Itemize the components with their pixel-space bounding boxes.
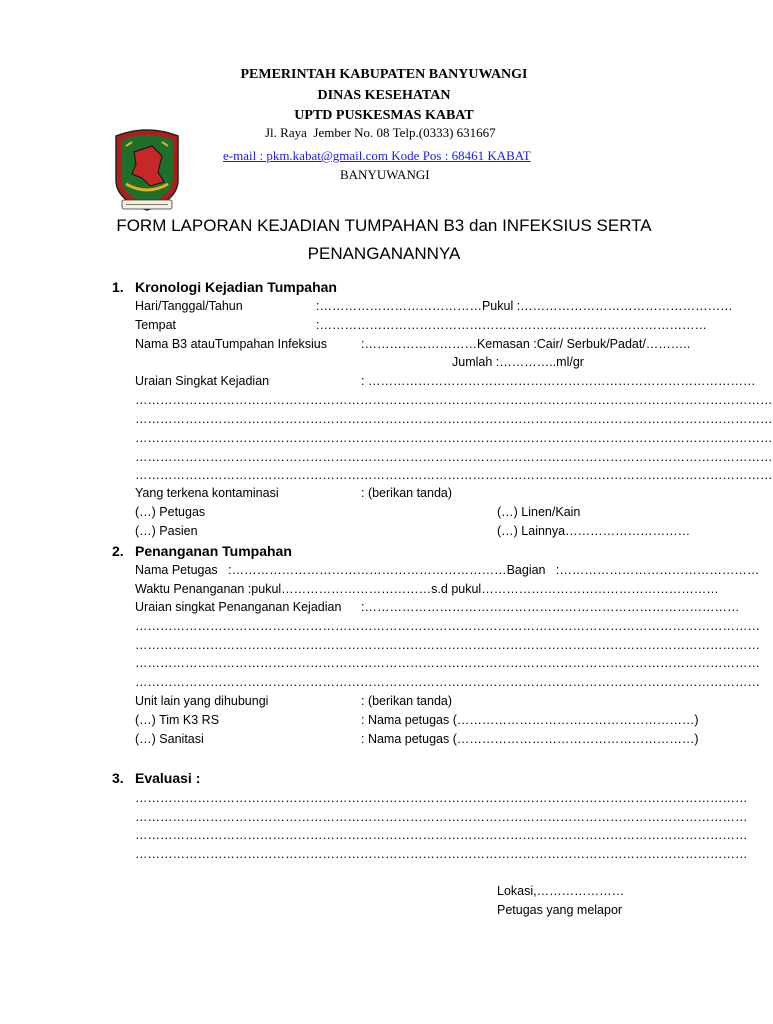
terkena-instruction: : (berikan tanda) [361,486,453,500]
evaluasi-line[interactable]: ………………………………………………………………………………………………………………………………… [135,810,748,824]
pasien-checkbox[interactable]: (…) Pasien [135,524,198,538]
linen-checkbox[interactable]: (…) Linen/Kain [497,505,581,519]
regency-crest-icon [112,122,182,214]
uraian-line[interactable]: ……………………………………………………………………………………………………………………………………… [135,431,773,445]
section2-number: 2. [112,543,124,559]
uraian-penanganan-field[interactable]: :……………………………………………………………………………… [361,600,740,614]
uraian-label: Uraian Singkat Kejadian [135,374,270,388]
form-title-line1: FORM LAPORAN KEJADIAN TUMPAHAN B3 dan INFEKSIUS SERTA [116,216,652,235]
section2-heading: Penanganan Tumpahan [135,543,292,559]
tempat-label: Tempat [135,318,176,332]
uraian-line[interactable]: ……………………………………………………………………………………………………………………………………… [135,450,773,464]
nama-petugas-field[interactable]: Nama Petugas :…………………………………………………………Bagian :………………………………………… [135,563,760,577]
petugas-checkbox[interactable]: (…) Petugas [135,505,206,519]
evaluasi-line[interactable]: ………………………………………………………………………………………………………………………………… [135,847,748,861]
penanganan-line[interactable]: …………………………………………………………………………………………………………………………………… [135,619,760,633]
waktu-field[interactable]: Waktu Penanganan :pukul………………………………s.d pukul………………………………………………… [135,582,719,596]
section3-number: 3. [112,770,124,786]
evaluasi-line[interactable]: ………………………………………………………………………………………………………………………………… [135,828,748,842]
unit-lain-label: Unit lain yang dihubungi [135,694,269,708]
hari-field[interactable]: :…………………………………Pukul :…………………………………………… [316,299,733,313]
section1-number: 1. [112,279,124,295]
section3-heading: Evaluasi : [135,770,201,786]
form-title-line2: PENANGANANNYA [307,244,461,263]
k3-checkbox[interactable]: (…) Tim K3 RS [135,713,220,727]
uraian-line[interactable]: ……………………………………………………………………………………………………………………………………… [135,412,773,426]
uraian-field[interactable]: : ………………………………………………………………………………… [361,374,756,388]
lainnya-checkbox[interactable]: (…) Lainnya………………………… [497,524,691,538]
header-email-link[interactable]: e-mail : pkm.kabat@gmail.com Kode Pos : 68461 KABAT [223,148,531,163]
header-department: DINAS KESEHATAN [317,88,451,103]
uraian-line[interactable]: ……………………………………………………………………………………………………………………………………… [135,393,773,407]
header-institution: UPTD PUSKESMAS KABAT [294,108,474,123]
sanitasi-petugas-field[interactable]: : Nama petugas (…………………………………………………) [361,732,699,746]
penanganan-line[interactable]: …………………………………………………………………………………………………………………………………… [135,656,760,670]
header-address: Jl. Raya Jember No. 08 Telp.(0333) 631667 [265,125,496,140]
lokasi-field[interactable]: Lokasi,………………… [497,884,625,898]
evaluasi-line[interactable]: ………………………………………………………………………………………………………………………………… [135,791,748,805]
header-government: PEMERINTAH KABUPATEN BANYUWANGI [240,67,528,82]
terkena-label: Yang terkena kontaminasi [135,486,279,500]
uraian-line[interactable]: ……………………………………………………………………………………………………………………………………… [135,468,773,482]
sanitasi-checkbox[interactable]: (…) Sanitasi [135,732,204,746]
reporter-signature-label: Petugas yang melapor [497,903,623,917]
nama-b3-label: Nama B3 atauTumpahan Infeksius [135,337,328,351]
uraian-penanganan-label: Uraian singkat Penanganan Kejadian [135,600,342,614]
k3-petugas-field[interactable]: : Nama petugas (…………………………………………………) [361,713,699,727]
penanganan-line[interactable]: …………………………………………………………………………………………………………………………………… [135,675,760,689]
header-city: BANYUWANGI [340,167,430,182]
penanganan-line[interactable]: …………………………………………………………………………………………………………………………………… [135,638,760,652]
unit-lain-instruction: : (berikan tanda) [361,694,453,708]
section1-heading: Kronologi Kejadian Tumpahan [135,279,337,295]
hari-label: Hari/Tanggal/Tahun [135,299,243,313]
jumlah-field[interactable]: Jumlah :…………..ml/gr [452,355,584,369]
tempat-field[interactable]: :………………………………………………………………………………… [316,318,707,332]
nama-b3-field[interactable]: :………………………Kemasan :Cair/ Serbuk/Padat/……….. [361,337,691,351]
